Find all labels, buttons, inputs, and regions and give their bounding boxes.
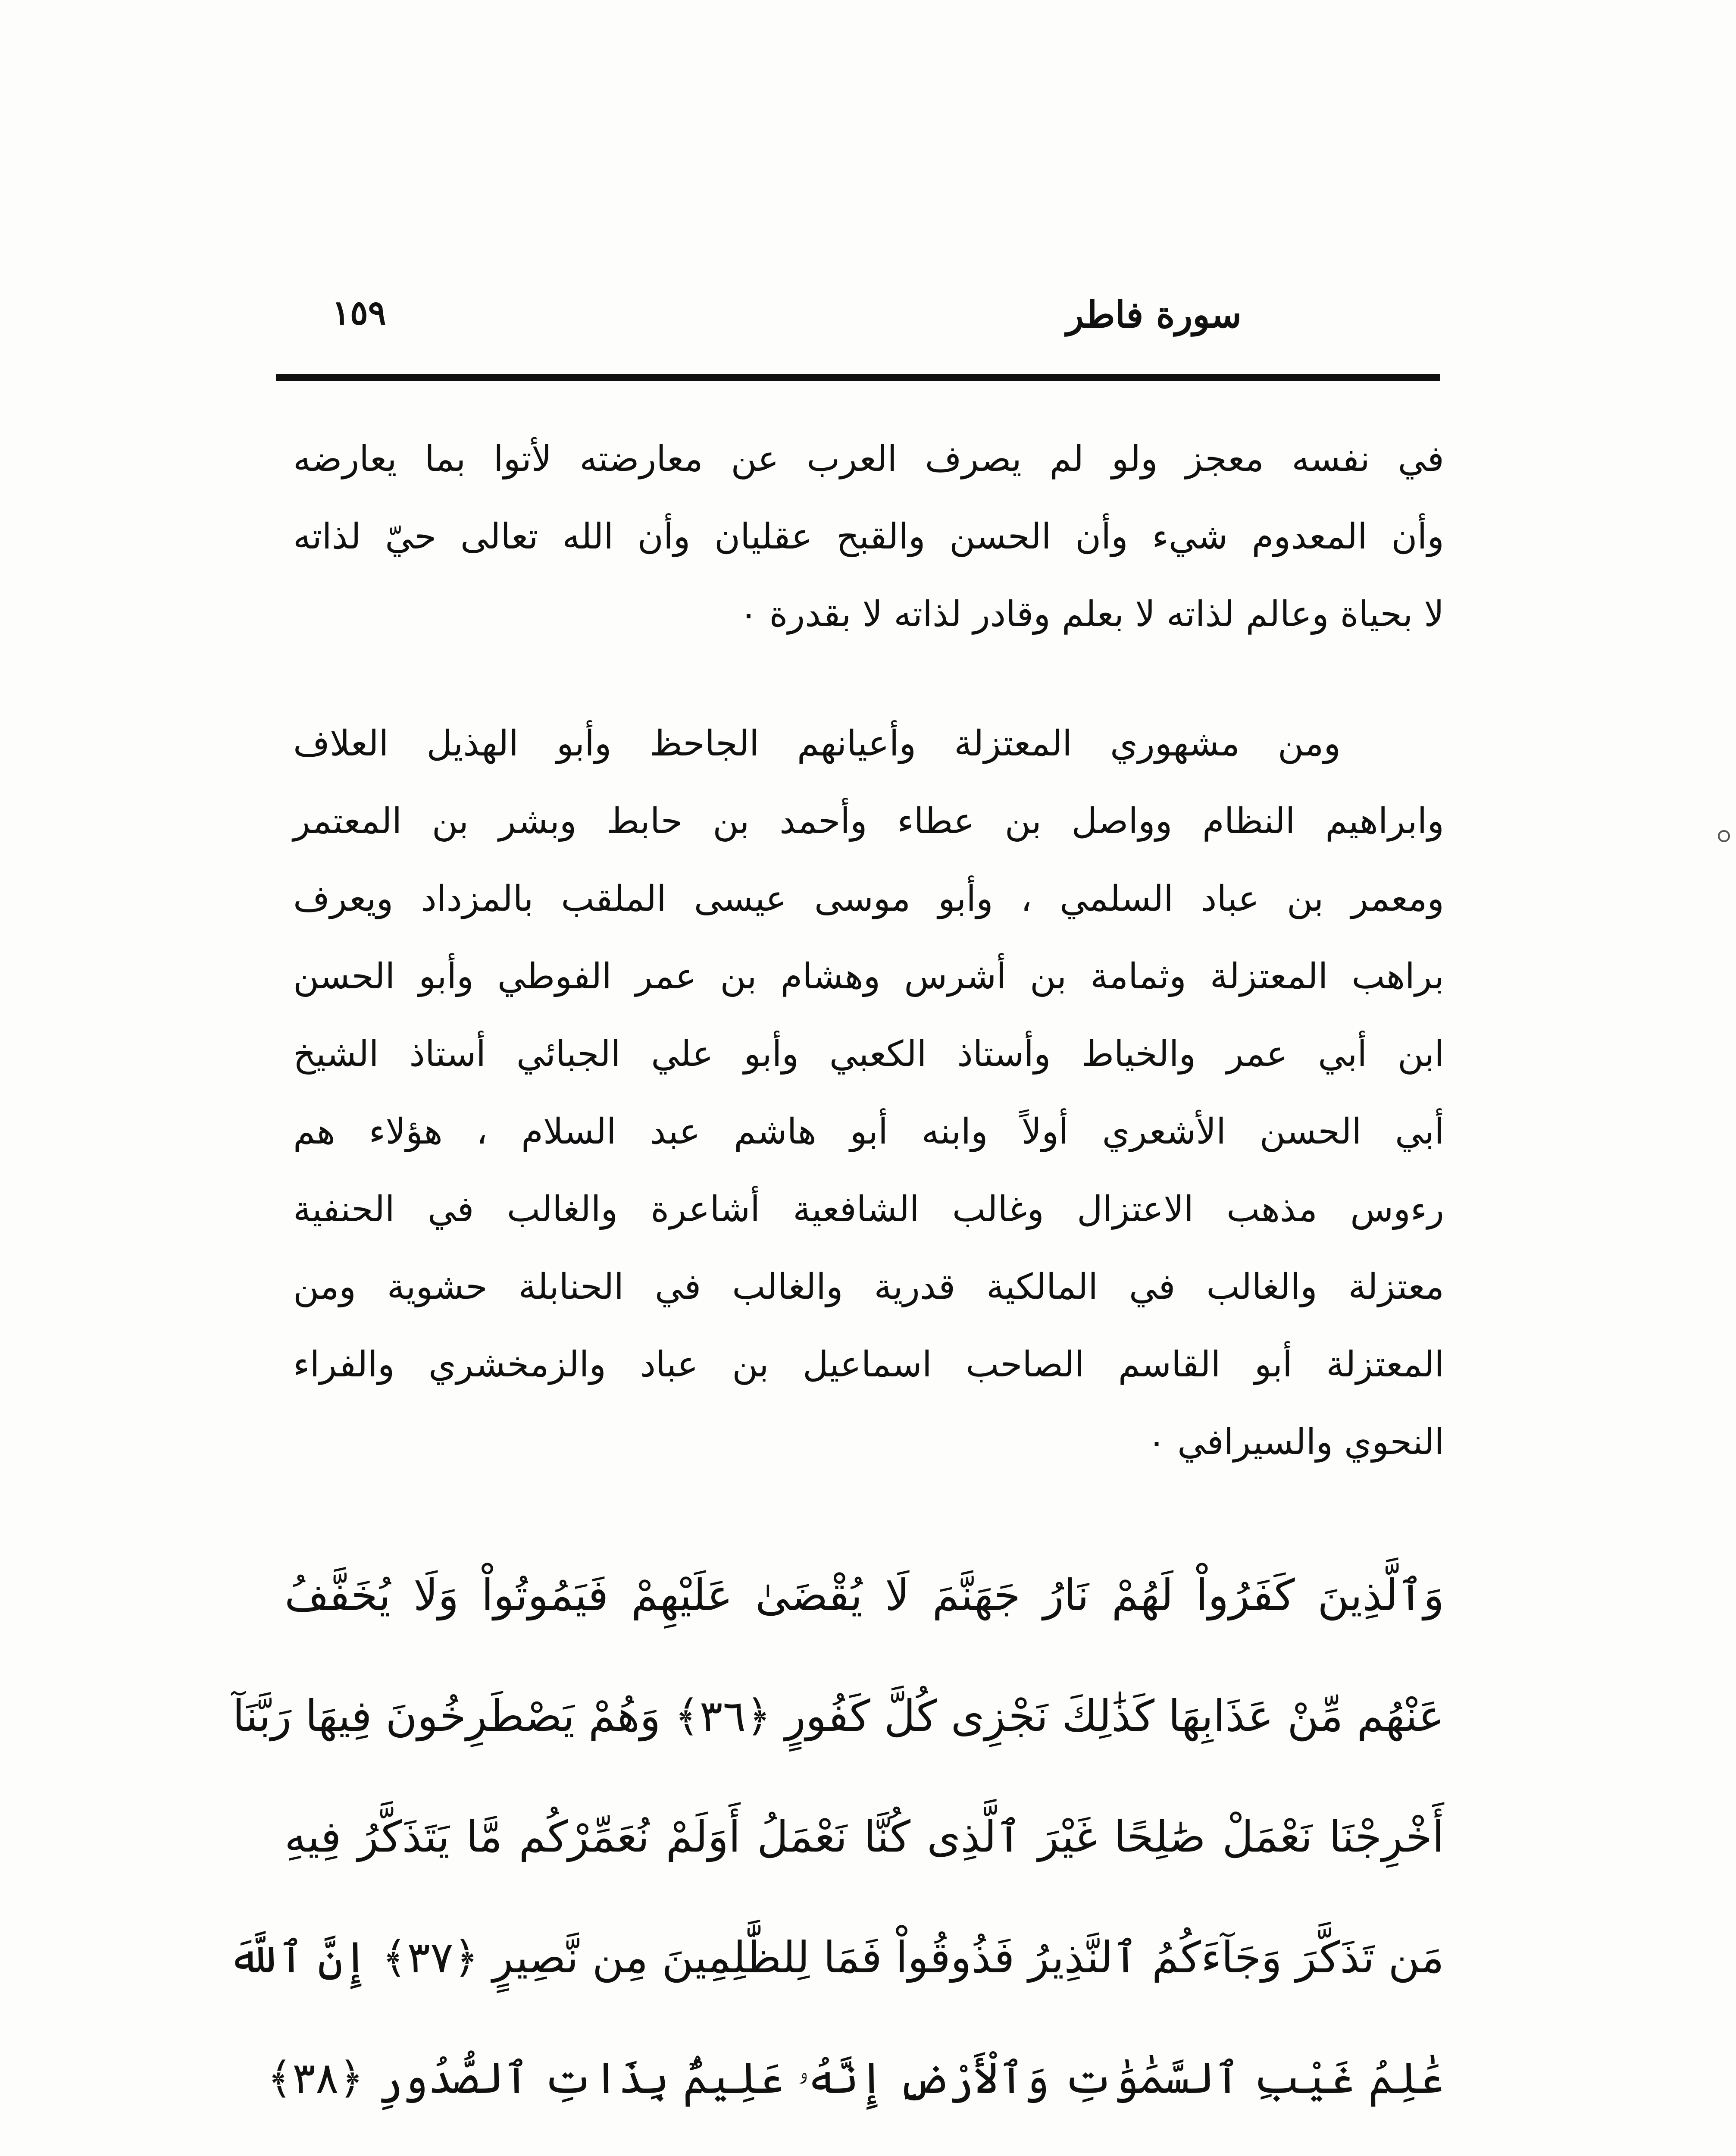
text-line: معتزلة والغالب في المالكية قدرية والغالب في الحنابلة حشوية ومن (293, 1266, 1444, 1307)
verse-line: مَن تَذَكَّرَ وَجَآءَكُمُ ٱلنَّذِيرُ فَذُوقُواْ فَمَا لِلظَّٰلِمِينَ مِن نَّصِيرٍ ﴿٣٧﴾ إِنَّ ٱللَّهَ (228, 1932, 1444, 1983)
verse-line: عَنْهُم مِّنْ عَذَابِهَا كَذَٰلِكَ نَجْزِى كُلَّ كَفُورٍ ﴿٣٦﴾ وَهُمْ يَصْطَرِخُونَ فِيهَا رَبَّنَآ (232, 1691, 1444, 1741)
text-line: ومعمر بن عباد السلمي ، وأبو موسى عيسى الملقب بالمزداد ويعرف (293, 878, 1444, 919)
text-line: أبي الحسن الأشعري أولاً وابنه أبو هاشم عبد السلام ، هؤلاء هم (293, 1111, 1444, 1152)
header-rule (276, 374, 1440, 381)
text-line: وابراهيم النظام وواصل بن عطاء وأحمد بن حابط وبشر بن المعتمر (293, 801, 1444, 842)
paragraph-mutazila-figures (293, 705, 1444, 1481)
text-line: براهب المعتزلة وثمامة بن أشرس وهشام بن عمر الفوطي وأبو الحسن (293, 956, 1444, 997)
text-line: رءوس مذهب الاعتزال وغالب الشافعية أشاعرة والغالب في الحنفية (293, 1189, 1444, 1230)
text-line: ابن أبي عمر والخياط وأستاذ الكعبي وأبو علي الجبائي أستاذ الشيخ (293, 1034, 1444, 1075)
page-number: ١٥٩ (332, 293, 386, 332)
paragraph-mutazila-beliefs (293, 420, 1444, 653)
text-line: المعتزلة أبو القاسم الصاحب اسماعيل بن عباد والزمخشري والفراء (293, 1344, 1444, 1385)
surah-title: سورة فاطر (1066, 293, 1242, 336)
margin-mark (1718, 830, 1730, 842)
text-line: ومن مشهوري المعتزلة وأعيانهم الجاحظ وأبو الهذيل العلاف (293, 723, 1341, 764)
text-line: النحوي والسيرافي ٠ (1147, 1422, 1444, 1463)
verse-line: عَٰلِمُ غَيْبِ ٱلسَّمَٰوَٰتِ وَٱلْأَرْضِ إِنَّهُۥ عَلِيمٌۢ بِذَاتِ ٱلصُّدُورِ ﴿٣٨﴾ (267, 2053, 1444, 2103)
text-line: وأن المعدوم شيء وأن الحسن والقبح عقليان وأن الله تعالى حيّ لذاته (293, 516, 1444, 557)
verse-line: وَٱلَّذِينَ كَفَرُواْ لَهُمْ نَارُ جَهَنَّمَ لَا يُقْضَىٰ عَلَيْهِمْ فَيَمُوتُواْ وَلَا يُخَفَّفُ (285, 1570, 1444, 1620)
text-line: لا بحياة وعالم لذاته لا بعلم وقادر لذاته لا بقدرة ٠ (739, 594, 1444, 635)
page-header (276, 276, 1440, 362)
text-line: في نفسه معجز ولو لم يصرف العرب عن معارضته لأتوا بما يعارضه (293, 439, 1444, 479)
verse-line: أَخْرِجْنَا نَعْمَلْ صَٰلِحًا غَيْرَ ٱلَّذِى كُنَّا نَعْمَلُ أَوَلَمْ نُعَمِّرْكُم مَّا يَتَذَكَّرُ فِيهِ (285, 1811, 1444, 1862)
quran-verses-block (228, 1535, 1444, 2139)
